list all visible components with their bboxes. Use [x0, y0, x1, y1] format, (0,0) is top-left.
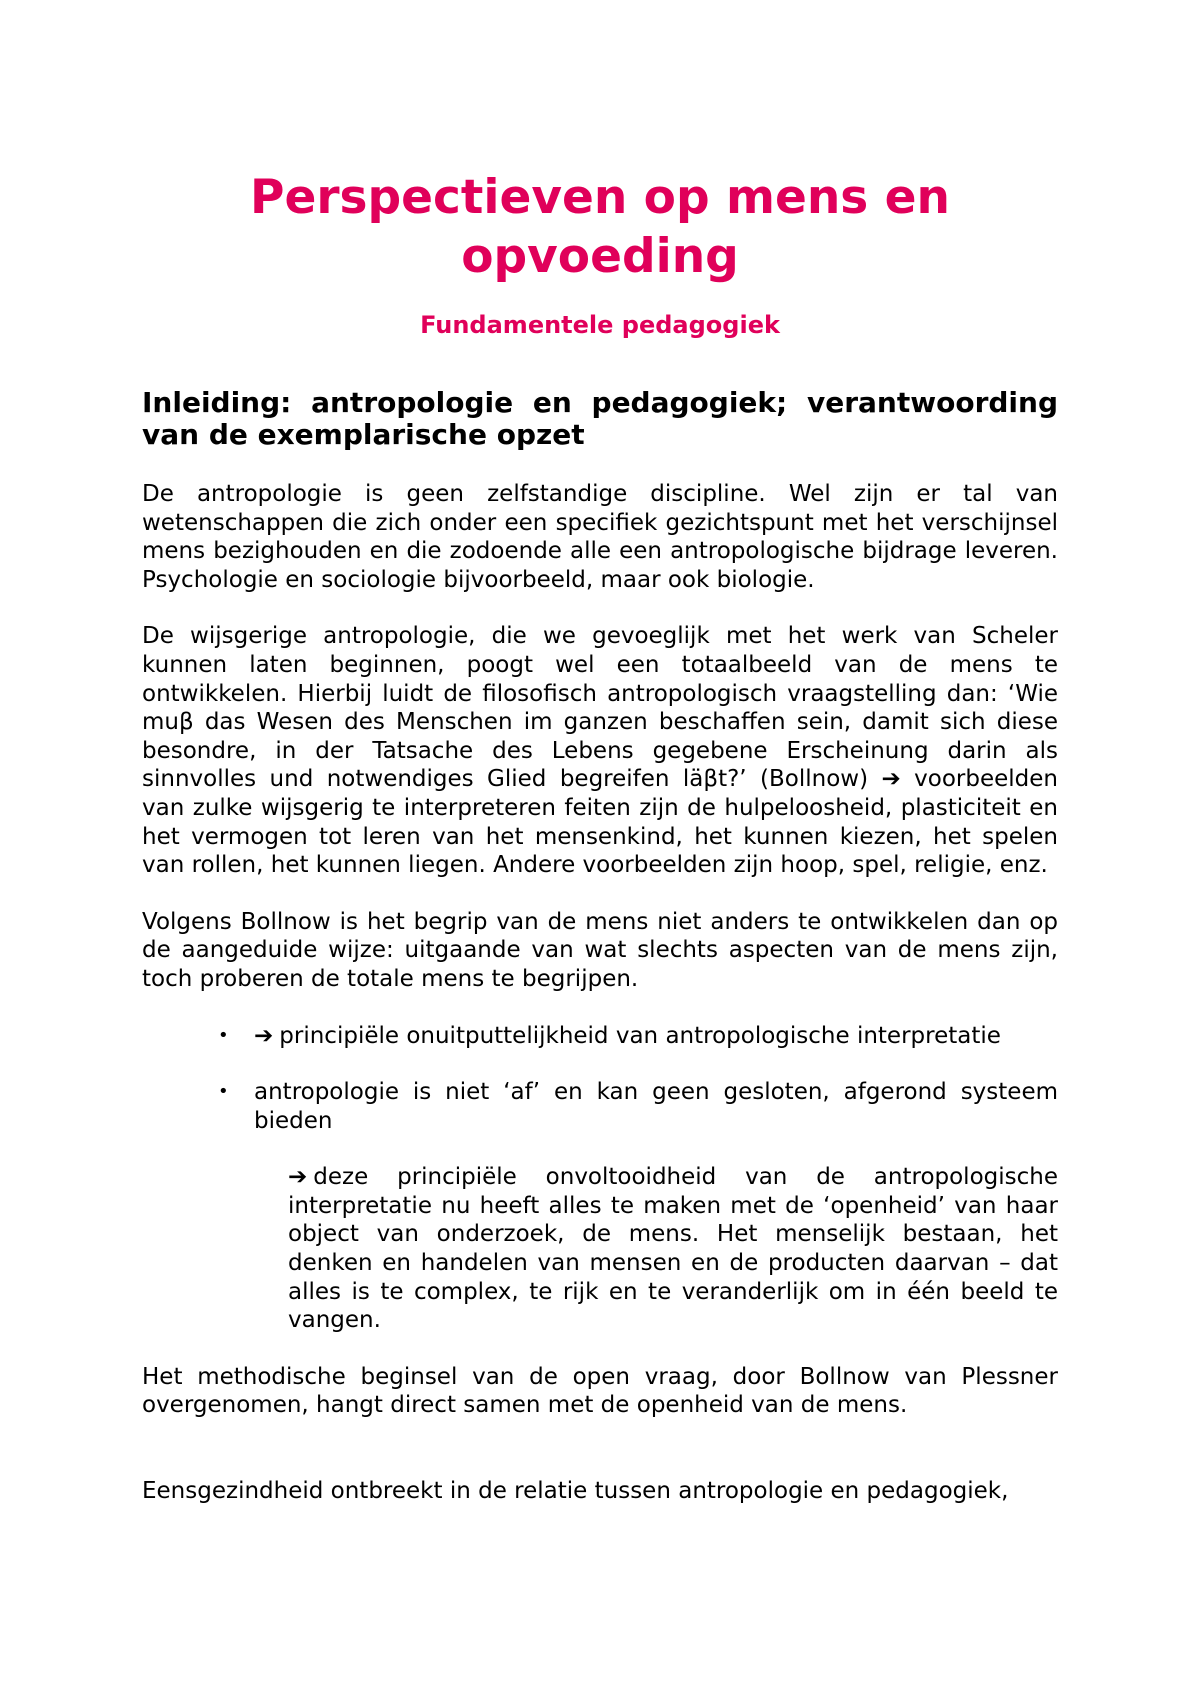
arrow-right-icon: ➔: [288, 1164, 308, 1191]
bullet-list: [142, 1022, 1058, 1136]
arrow-right-icon: ➔: [254, 1022, 274, 1049]
indented-note-text: deze principiële onvoltooidheid van de antropologische interpretatie nu heeft alles te maken met de ‘openheid’ van haar object van onderzoek, de mens. Het menselijk bestaan, het denken en handelen van mensen en de producten daarvan – dat alles is te complex, te rijk en te veranderlijk om in één beeld te vangen.: [288, 1164, 1058, 1334]
bullet-text: principiële onuitputtelijkheid van antropologische interpretatie: [279, 1022, 1001, 1049]
bullet-icon: •: [218, 1081, 229, 1103]
paragraph-5: Eensgezindheid ontbreekt in de relatie tussen antropologie en pedagogiek,: [142, 1478, 1009, 1505]
paragraph-2: De wijsgerige antropologie, die we gevoeglijk met het werk van Scheler kunnen laten beginnen, poogt wel een totaalbeeld van de mens te ontwikkelen. Hierbij luidt de filosofisch antropologisch vraagstelling dan: ‘Wie muβ das Wesen des Menschen im ganzen beschaffen sein, damit sich diese besondre, in der Tatsache des Lebens gegebene Erscheinung darin als sinnvolles und notwendiges Glied begreifen läβt?’ (Bollnow) ➔ voorbeelden van zulke wijsgerig te interpreteren feiten zijn de hulpeloosheid, plasticiteit en het vermogen tot leren van het mensenkind, het kunnen kiezen, het spelen van rollen, het kunnen liegen. Andere voorbeelden zijn hoop, spel, religie, enz.: [142, 623, 1058, 879]
list-item: [142, 1022, 1058, 1051]
bullet-text: antropologie is niet ‘af’ en kan geen gesloten, afgerond systeem bieden: [254, 1079, 1058, 1134]
paragraph-3: Volgens Bollnow is het begrip van de mens niet anders te ontwikkelen dan op de aangeduide wijze: uitgaande van wat slechts aspecten van de mens zijn, toch proberen de totale mens te begrijpen.: [142, 908, 1058, 992]
paragraph-1: De antropologie is geen zelfstandige discipline. Wel zijn er tal van wetenschappen die zich onder een specifiek gezichtspunt met het verschijnsel mens bezighouden en die zodoende alle een antropologische bijdrage leveren. Psychologie en sociologie bijvoorbeeld, maar ook biologie.: [142, 481, 1058, 593]
indented-note: [142, 1163, 1058, 1335]
bullet-icon: •: [218, 1024, 229, 1046]
list-item: [142, 1078, 1058, 1135]
section-heading: Inleiding: antropologie en pedagogiek; verantwoording van de exemplarische opzet: [142, 386, 1058, 451]
document-title: Perspectieven op mens en opvoeding: [250, 170, 950, 284]
paragraph-4: Het methodische beginsel van de open vraag, door Bollnow van Plessner overgenomen, hangt direct samen met de openheid van de mens.: [142, 1363, 1058, 1419]
document-subtitle: Fundamentele pedagogiek: [420, 311, 780, 339]
